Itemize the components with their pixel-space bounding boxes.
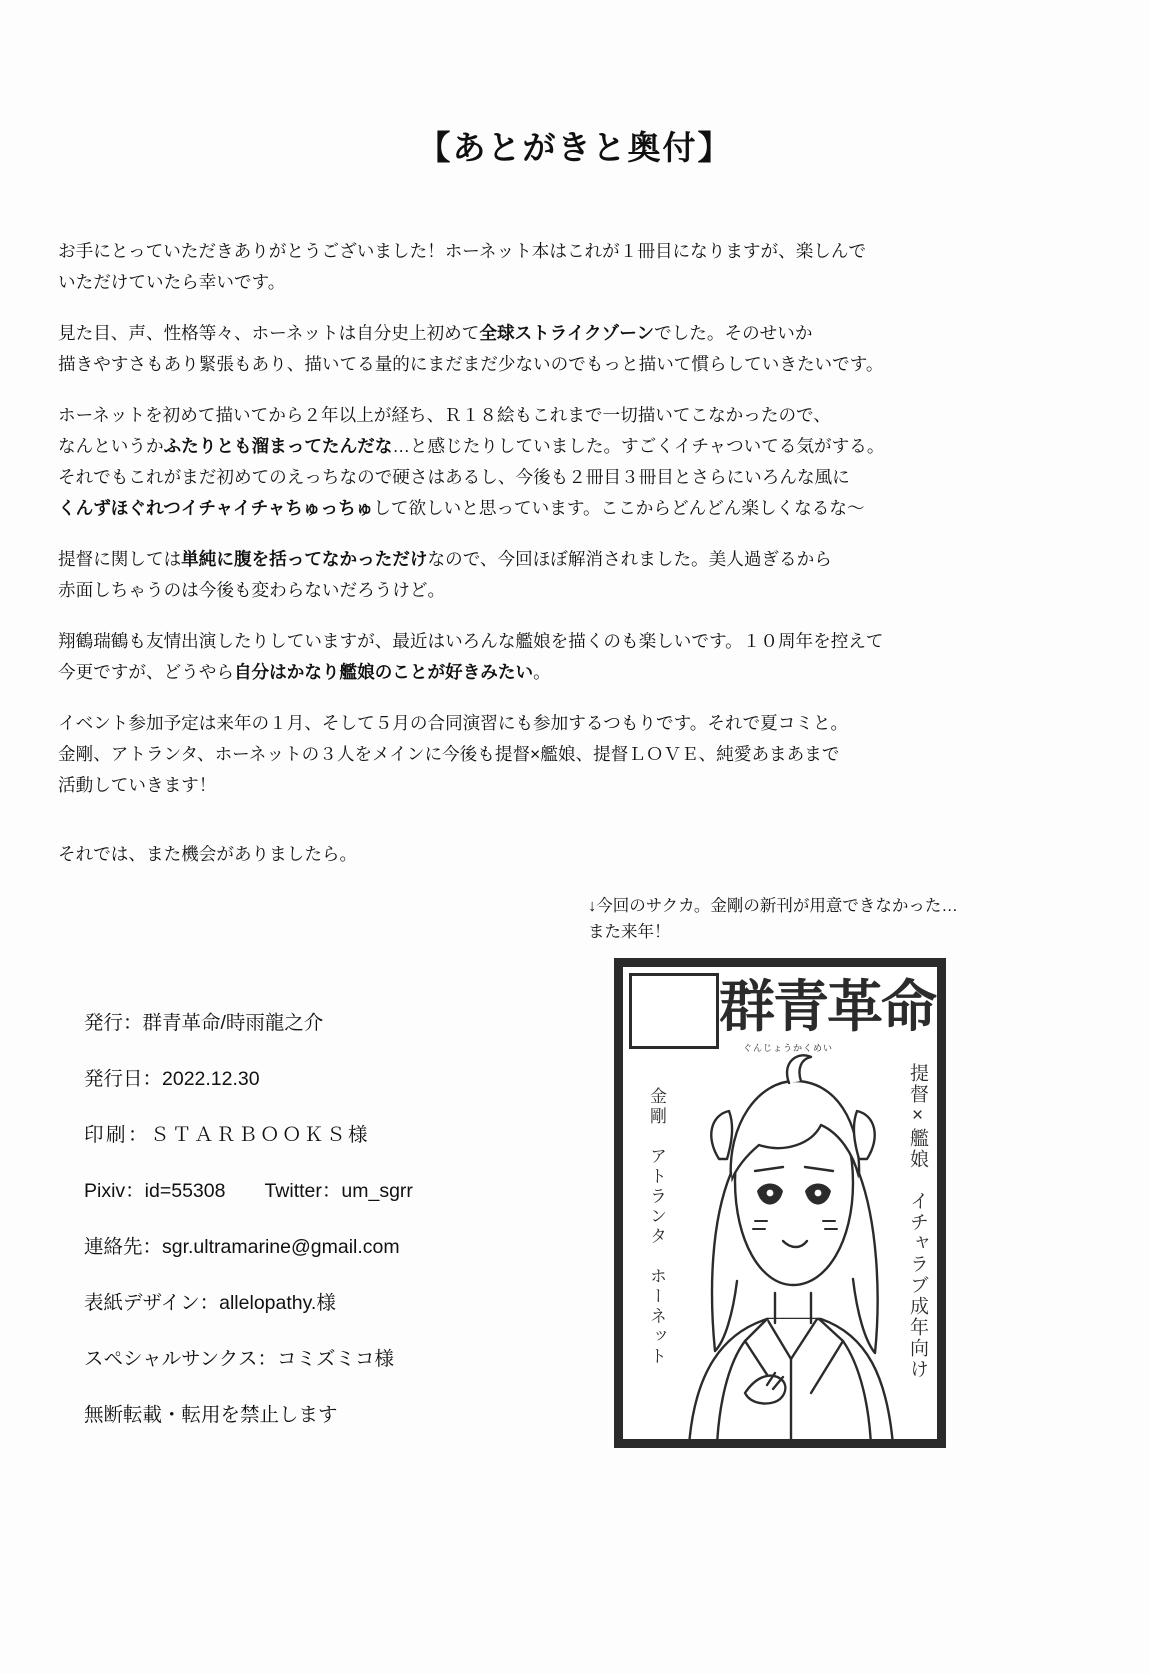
cover-white-box: [629, 973, 719, 1049]
colophon-date: 発行日：2022.12.30: [84, 1068, 260, 1090]
character-illustration: [671, 1041, 907, 1445]
cover-caption-line-2: また来年！: [588, 923, 671, 941]
page-title: 【あとがきと奥付】: [417, 129, 733, 166]
paragraph-7: それでは、また機会がありましたら。: [58, 844, 358, 864]
cover-caption: [588, 893, 1058, 945]
colophon-social: Pixiv：id=55308 Twitter：um_sgrr: [84, 1180, 413, 1202]
cover-logo: 群青革命: [719, 975, 935, 1040]
cover-right-text: 提督×艦娘 イチャラブ成年向け: [907, 1063, 928, 1380]
cover-thumbnail: [614, 958, 946, 1448]
cover-artwork: [623, 967, 937, 1439]
colophon-cover-design: 表紙デザイン：allelopathy.様: [84, 1292, 336, 1314]
paragraph-5: 翔鶴瑞鶴も友情出演したりしていますが、最近はいろんな艦娘を描くのも楽しいです。１０周年を控えて 今更ですが、どうやら自分はかなり艦娘のことが好きみたい。: [58, 631, 884, 682]
cover-left-text: 金剛 アトランタ ホーネット: [647, 1087, 666, 1367]
cover-caption-line-1: ↓今回のサクカ。金剛の新刊が用意できなかった…: [588, 897, 958, 915]
paragraph-4: 提督に関しては単純に腹を括ってなかっただけなので、今回ほぼ解消されました。美人過ぎるから 赤面しちゃうのは今後も変わらないだろうけど。: [58, 549, 832, 600]
afterword-body: [58, 236, 1070, 870]
colophon-publisher: 発行：群青革命/時雨龍之介: [84, 1012, 324, 1034]
colophon-contact: 連絡先：sgr.ultramarine@gmail.com: [84, 1236, 400, 1258]
colophon-copyright-notice: 無断転載・転用を禁止します: [84, 1404, 338, 1426]
colophon-printer: 印刷：ＳＴＡＲＢＯＯＫＳ様: [84, 1124, 371, 1146]
colophon-special-thanks: スペシャルサンクス：コミズミコ様: [84, 1348, 395, 1370]
paragraph-2: 見た目、声、性格等々、ホーネットは自分史上初めて全球ストライクゾーンでした。そのせいか 描きやすさもあり緊張もあり、描いてる量的にまだまだ少ないのでもっと描いて慣らしていきたいです。: [58, 323, 884, 374]
paragraph-3: ホーネットを初めて描いてから２年以上が経ち、Ｒ１８絵もこれまで一切描いてこなかったので、 なんというかふたりとも溜まってたんだな…と感じたりしていました。すごくイチャついてる気がする。 それでもこれがまだ初めてのえっちなので硬さはあるし、今後も２冊目３冊目とさらにいろんな風に くんずほぐれつイチャイチャちゅっちゅして欲しいと思っています。ここからどんどん楽しくなるな〜: [58, 405, 885, 518]
paragraph-6: イベント参加予定は来年の１月、そして５月の合同演習にも参加するつもりです。それで夏コミと。 金剛、アトランタ、ホーネットの３人をメインに今後も提督×艦娘、提督ＬＯＶＥ、純愛あまあまで 活動していきます！: [58, 713, 849, 795]
colophon-block: [84, 995, 554, 1443]
paragraph-1: お手にとっていただきありがとうございました！ホーネット本はこれが１冊目になりますが、楽しんで いただけていたら幸いです。: [58, 241, 867, 292]
cover-logo-reading: ぐんじょうかくめい: [743, 1043, 834, 1053]
